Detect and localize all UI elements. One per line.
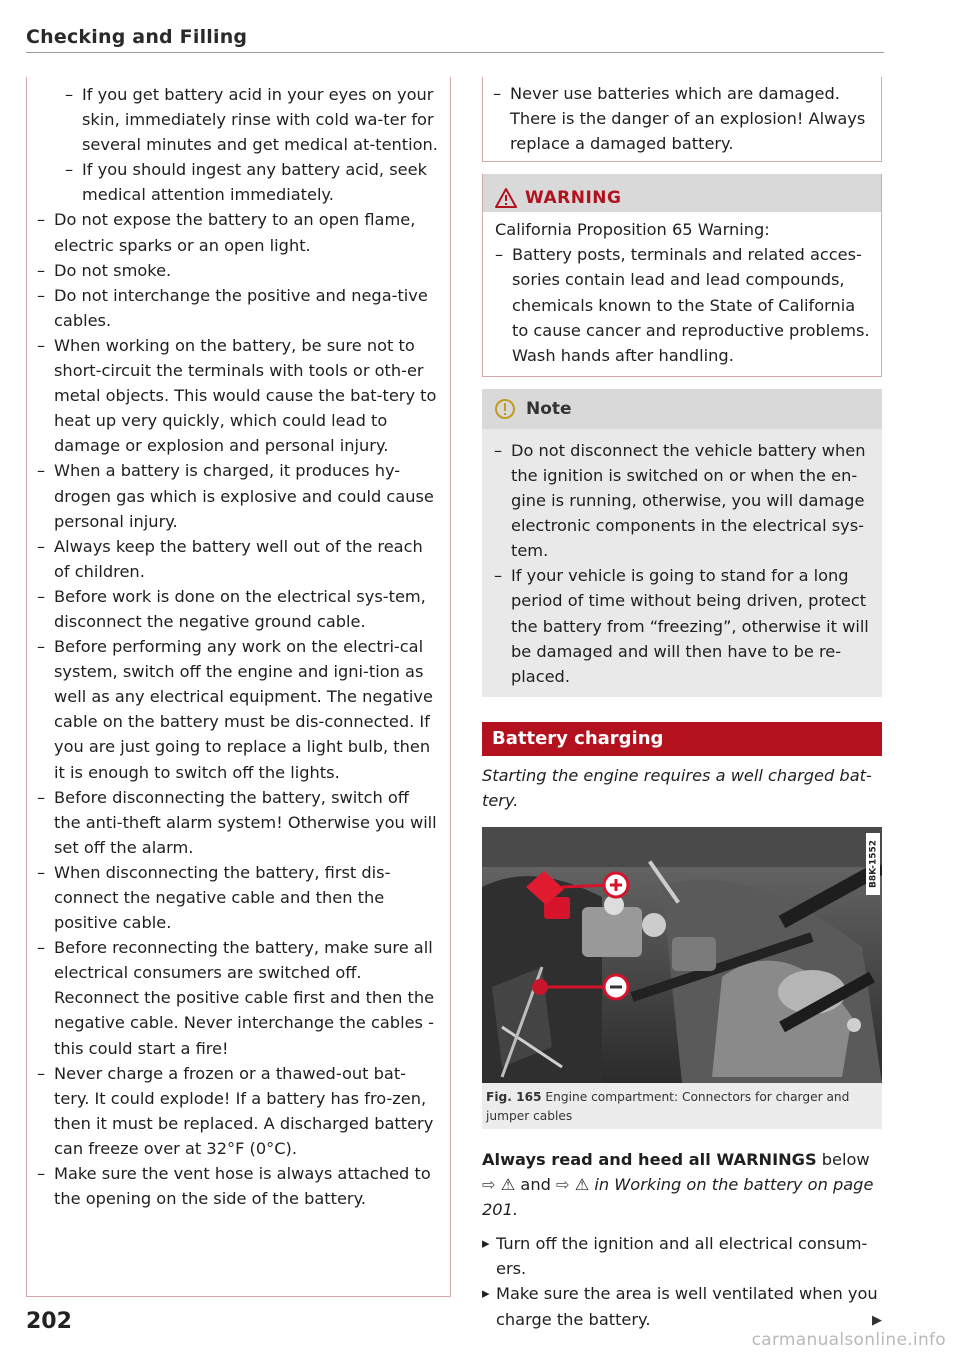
list-item: ▸ Make sure the area is well ventilated when you charge the battery. [482, 1281, 882, 1331]
list-item: ▸ Turn off the ignition and all electrical consum-ers. [482, 1231, 882, 1281]
warning-items [495, 242, 871, 367]
list-item: – Do not smoke. [37, 258, 440, 283]
figure-code-label [866, 833, 880, 895]
note-box [482, 389, 882, 697]
steps-list [482, 1231, 882, 1331]
right-column [482, 77, 882, 1332]
note-title: Note [526, 398, 572, 419]
warning-header [483, 174, 881, 212]
list-item: – Do not expose the battery to an open flame, electric sparks or an open light. [37, 207, 440, 257]
prop65-warning-box [482, 174, 882, 377]
header-rule [26, 52, 884, 53]
list-item: – Do not disconnect the vehicle battery when the ignition is switched on or when the en-gine is running, otherwise, you will damage electronic components in the electrical sys-tem. [494, 438, 872, 563]
read-warnings-instruction: Always read and heed all WARNINGS below ⇨ ⚠ and ⇨ ⚠ in Working on the battery on page 201. [482, 1149, 874, 1220]
svg-text:B8K-1552: B8K-1552 [868, 839, 879, 889]
list-item: – When working on the battery, be sure not to short-circuit the terminals with tools or oth-er metal objects. This would cause the bat-tery to heat up very quickly, which could lead to damage or explosion and personal injury. [37, 333, 440, 458]
list-item: – Do not interchange the positive and nega-tive cables. [37, 283, 440, 333]
section-intro: Starting the engine requires a well charged bat-tery. [482, 765, 872, 810]
section-heading-bar [482, 722, 882, 756]
continue-arrow-icon: ▶ [872, 1312, 882, 1328]
arrow-ref-icon: ⇨ [556, 1175, 570, 1195]
watermark: carmanualsonline.info [751, 1330, 946, 1350]
list-item: – Never charge a frozen or a thawed-out bat-tery. It could explode! If a battery has fro-zen, then it must be replaced. A discharged battery can freeze over at 32°F (0°C). [37, 1061, 440, 1161]
list-item: – Before work is done on the electrical sys-tem, disconnect the negative ground cable. [37, 584, 440, 634]
section-title: Battery charging [492, 728, 664, 750]
warning-ref-icon: ⚠ [500, 1175, 516, 1195]
figure-caption-text: Engine compartment: Connectors for charger and jumper cables [486, 1089, 850, 1123]
list-item: – Never use batteries which are damaged. There is the danger of an explosion! Always replace a damaged battery. [493, 81, 871, 156]
figure [482, 827, 882, 1129]
list-item: – When disconnecting the battery, first dis-connect the negative cable and then the positive cable. [37, 860, 440, 935]
warning-continuation-box-right [482, 77, 882, 162]
list-item: – If you get battery acid in your eyes on your skin, immediately rinse with cold wa-ter for several minutes and get medical at-tention. [65, 82, 440, 157]
arrow-ref-icon: ⇨ [482, 1175, 496, 1195]
list-item: – Battery posts, terminals and related acces-sories contain lead and lead compounds, chemicals known to the State of California to cause cancer and reproductive problems. Wash hands after handling. [495, 242, 871, 367]
page-number: 202 [26, 1309, 72, 1334]
list-item: – When a battery is charged, it produces hy-drogen gas which is explosive and could cause personal injury. [37, 458, 440, 533]
warning-continuation-box [26, 77, 451, 1297]
info-circle-icon [494, 398, 516, 420]
left-column [26, 77, 451, 1297]
warning-list [37, 82, 440, 1211]
list-item: – Always keep the battery well out of the reach of children. [37, 534, 440, 584]
list-item: – Before performing any work on the electri-cal system, switch off the engine and igni-tion as well as any electrical equipment. The negative cable on the battery must be dis-connected. If you are just going to replace a light bulb, then it is enough to switch off the lights. [37, 634, 440, 785]
note-header [482, 389, 882, 429]
note-items [494, 438, 872, 689]
cross-reference-link[interactable]: in Working on the battery on page 201. [482, 1175, 874, 1220]
warning-triangle-icon [495, 188, 517, 208]
running-header: Checking and Filling [26, 26, 248, 48]
warning-intro: California Proposition 65 Warning: [495, 220, 770, 240]
list-item: – Before reconnecting the battery, make sure all electrical consumers are switched off. Reconnect the positive cable first and then the negative cable. Never interchange the cables - this could start a fire! [37, 935, 440, 1060]
warning-ref-icon: ⚠ [574, 1175, 590, 1195]
list-item: – Before disconnecting the battery, switch off the anti-theft alarm system! Otherwise you will set off the alarm. [37, 785, 440, 860]
warning-title: WARNING [525, 187, 622, 208]
figure-caption [482, 1083, 882, 1129]
engine-compartment-illustration [482, 827, 882, 1083]
list-item: – Make sure the vent hose is always attached to the opening on the side of the battery. [37, 1161, 440, 1211]
list-item: – If your vehicle is going to stand for a long period of time without being driven, protect the battery from “freezing”, otherwise it will be damaged and will then have to be re-placed. [494, 563, 872, 688]
list-item: – If you should ingest any battery acid, seek medical attention immediately. [65, 157, 440, 207]
figure-label: Fig. 165 [486, 1089, 542, 1104]
instruction-bold: Always read and heed all WARNINGS [482, 1149, 817, 1169]
